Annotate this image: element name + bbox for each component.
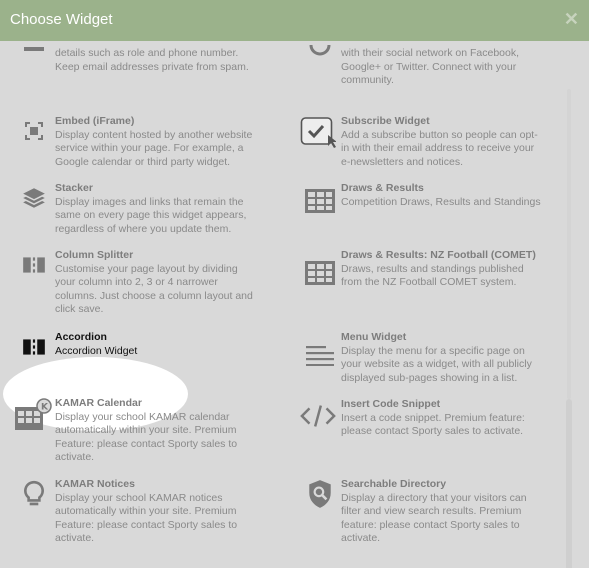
stack-icon bbox=[18, 182, 50, 214]
widget-name: Embed (iFrame) bbox=[55, 115, 135, 127]
widget-desc: Display your school KAMAR calendar automatically within your site. Premium Feature: please contact Sporty sales to activate. bbox=[55, 410, 238, 463]
grid-icon bbox=[304, 257, 336, 289]
lightbulb-icon bbox=[18, 478, 50, 510]
widget-desc: Add a subscribe button so people can opt-in with their email address to receive your e-newsletters and notices. bbox=[341, 128, 538, 168]
widget-name: Stacker bbox=[55, 182, 93, 194]
search-shield-icon bbox=[304, 478, 336, 510]
embed-icon bbox=[18, 115, 50, 147]
scrollbar-thumb[interactable] bbox=[566, 399, 572, 568]
widget-name: Draws & Results: NZ Football (COMET) bbox=[341, 249, 536, 261]
widget-name: Column Splitter bbox=[55, 249, 134, 261]
dialog-title: Choose Widget bbox=[10, 11, 113, 28]
svg-text:K: K bbox=[41, 402, 48, 413]
code-icon bbox=[300, 400, 336, 432]
widget-desc: Display content hosted by another website service within your page. For example, a Google calendar or third party widget. bbox=[55, 128, 253, 168]
card-icon bbox=[18, 41, 50, 69]
widget-name: Searchable Directory bbox=[341, 478, 447, 490]
widget-name: Draws & Results bbox=[341, 182, 424, 194]
menu-icon bbox=[304, 339, 336, 371]
widget-desc: Accordion Widget bbox=[55, 344, 138, 357]
widget-name: KAMAR Calendar bbox=[55, 397, 142, 409]
widget-desc: Display images and links that remain the same on every page this widget appears, regardless of where you update them. bbox=[55, 195, 247, 235]
widget-desc: Display the menu for a specific page on your website as a widget, with all publicly displayed sub-pages showing in a list. bbox=[341, 344, 532, 384]
kamar-calendar-icon bbox=[14, 397, 52, 433]
widget-name: Accordion bbox=[55, 331, 107, 343]
accordion-icon bbox=[18, 331, 50, 363]
widget-name: Subscribe Widget bbox=[341, 115, 430, 127]
scrollbar-track bbox=[567, 89, 571, 399]
widget-desc: Insert a code snippet. Premium feature: please contact Sporty sales to activate. bbox=[341, 411, 525, 437]
dialog-header bbox=[0, 0, 589, 41]
widget-desc: Draws, results and standings published from the NZ Football COMET system. bbox=[341, 262, 524, 288]
widget-desc: Display your school KAMAR notices automatically within your site. Premium Feature: please contact Sporty sales to activate. bbox=[55, 491, 238, 544]
widget-desc: details such as role and phone number. Keep email addresses private from spam. bbox=[55, 47, 249, 73]
share-icon bbox=[304, 41, 336, 65]
widget-desc: with their social network on Facebook, Google+ or Twitter. Connect with your community. bbox=[341, 47, 520, 86]
close-icon[interactable]: ✕ bbox=[563, 9, 579, 29]
widget-name: KAMAR Notices bbox=[55, 478, 135, 490]
column-splitter-icon bbox=[18, 249, 50, 281]
widget-name: Insert Code Snippet bbox=[341, 398, 441, 410]
widget-desc: Competition Draws, Results and Standings bbox=[341, 195, 541, 208]
subscribe-icon bbox=[300, 115, 336, 149]
widget-list bbox=[0, 41, 589, 568]
widget-name: Menu Widget bbox=[341, 331, 407, 343]
grid-icon bbox=[304, 185, 336, 217]
widget-desc: Display a directory that your visitors can filter and view search results. Premium feature: please contact Sporty sales to activate. bbox=[341, 491, 527, 544]
widget-desc: Customise your page layout by dividing your column into 2, 3 or 4 narrower columns. Just choose a column layout and click save. bbox=[55, 262, 253, 315]
